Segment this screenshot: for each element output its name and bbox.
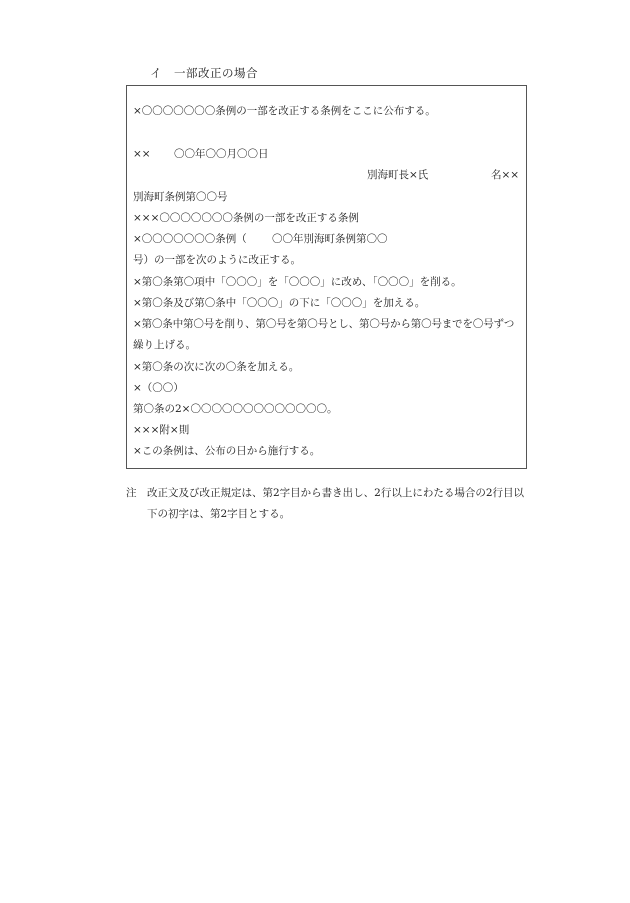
amend-intro-line2: 号）の一部を次のように改正する。 xyxy=(133,254,301,266)
note-line-2: 下の初字は、第2字目とする。 xyxy=(126,508,291,520)
mayor-title: 別海町長×氏 xyxy=(367,169,429,181)
amend-rule-4: ×第〇条の次に次の〇条を加える。 xyxy=(133,361,300,373)
amend-intro-line1b: 〇〇年別海町条例第〇〇 xyxy=(272,233,388,245)
amend-intro-line1a: ×〇〇〇〇〇〇〇条例（ xyxy=(133,233,247,245)
amend-rule-1: ×第〇条第〇項中「〇〇〇」を「〇〇〇」に改め、「〇〇〇」を削る。 xyxy=(133,276,462,288)
promulgation-sentence: ×〇〇〇〇〇〇〇条例の一部を改正する条例をここに公布する。 xyxy=(133,105,436,117)
amend-rule-3b: 繰り上げる。 xyxy=(133,339,196,351)
supplementary-heading: ×××附×則 xyxy=(133,424,190,436)
section-heading: イ 一部改正の場合 xyxy=(150,66,258,80)
mayor-name: 名×× xyxy=(491,169,520,181)
date-prefix: ×× xyxy=(133,148,151,160)
promulgation-date: 〇〇年〇〇月〇〇日 xyxy=(174,148,269,160)
ordinance-template-box xyxy=(126,85,527,469)
amend-rule-2: ×第〇条及び第〇条中「〇〇〇」の下に「〇〇〇」を加える。 xyxy=(133,297,426,309)
amend-rule-3a: ×第〇条中第〇号を削り、第〇号を第〇号とし、第〇号から第〇号までを〇号ずつ xyxy=(133,318,515,330)
article-caption: ×（〇〇） xyxy=(133,382,184,394)
ordinance-title: ×××〇〇〇〇〇〇〇条例の一部を改正する条例 xyxy=(133,212,359,224)
note-line-1: 注 改正文及び改正規定は、第2字目から書き出し、2行以上にわたる場合の2行目以 xyxy=(126,487,525,499)
article-text: 第〇条の2×〇〇〇〇〇〇〇〇〇〇〇〇〇。 xyxy=(133,403,338,415)
ordinance-number: 別海町条例第〇〇号 xyxy=(133,191,228,203)
supplementary-text: ×この条例は、公布の日から施行する。 xyxy=(133,445,321,457)
